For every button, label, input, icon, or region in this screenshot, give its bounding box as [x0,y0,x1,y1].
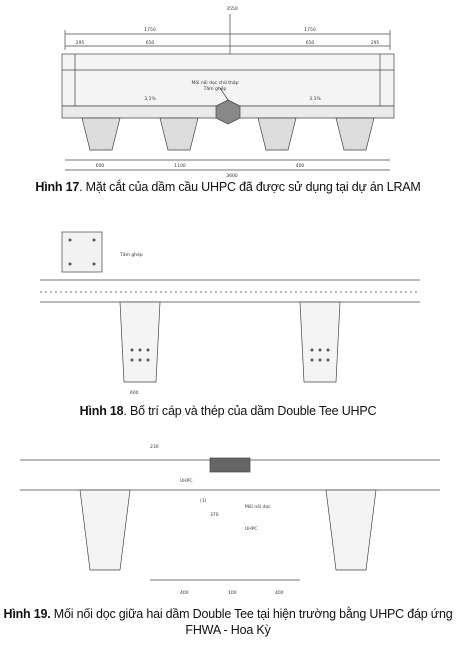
tendon-layout-drawing [0,200,456,400]
dim-right-edge-label: 295 [370,41,380,46]
dim-left-span-label: 650 [145,41,155,46]
figure-19-caption-line1 [0,606,456,622]
figure-19-caption [0,606,456,638]
joint-plate-label: Tấm ghép [203,87,227,92]
figure-18-caption [0,404,456,418]
slope-left-label: 3.1% [144,97,156,102]
joint-callout-label: Mối nối dọc [245,505,271,510]
figure-19-caption-line2: FHWA - Hoa Kỳ [185,623,271,637]
uhpc-left-label: UHPC [180,479,193,484]
slope-right-label: 3.1% [309,97,321,102]
dim-bottom-mid-label: 100 [228,591,237,596]
dim-left-half-label: 1750 [144,28,156,33]
dim-top-label: 230 [150,445,159,450]
note-marker-label: (1) [200,499,207,504]
figure-17-caption [0,180,456,194]
figure-18-label: Hình 18 [79,404,124,418]
dim-joint-label: 370 [210,513,219,518]
dim-bottom-left-label: 400 [180,591,189,596]
dim-bottom-right-label: 400 [295,164,305,169]
dim-bottom-right-label: 400 [275,591,284,596]
figure-17-label: Hình 17 [35,180,80,194]
dim-bottom-mid-label: 1100 [174,164,186,169]
dim-left-edge-label: 295 [75,41,85,46]
stem-width-label: 600 [130,391,139,396]
figure-17-caption-text: . Mặt cắt của dầm cầu UHPC đã được sử dụng tại dự án LRAM [79,180,421,194]
uhpc-callout-label: UHPC [245,527,258,532]
dim-bottom-total-label: 3600 [226,174,238,178]
dim-right-half-label: 1750 [304,28,316,33]
figure-19-drawing [0,420,456,598]
figure-18-caption-text: . Bố trí cáp và thép của dầm Double Tee UHPC [123,404,377,418]
longitudinal-joint-drawing [0,420,456,598]
figure-17-drawing [0,0,456,178]
plate-callout-label: Tấm ghép [120,253,143,258]
figure-19-label: Hình 19. [3,607,51,621]
dim-total-label: 3550 [226,7,238,12]
bridge-cross-section-drawing [0,0,456,178]
joint-callout-label: Mối nối dọc chữ thập [191,81,239,86]
figure-19-caption-text: Mối nối dọc giữa hai dầm Double Tee tại hiện trường bằng UHPC đáp ứng [50,607,453,621]
figure-18-drawing [0,200,456,400]
dim-right-span-label: 650 [305,41,315,46]
dim-bottom-left-label: 600 [95,164,105,169]
